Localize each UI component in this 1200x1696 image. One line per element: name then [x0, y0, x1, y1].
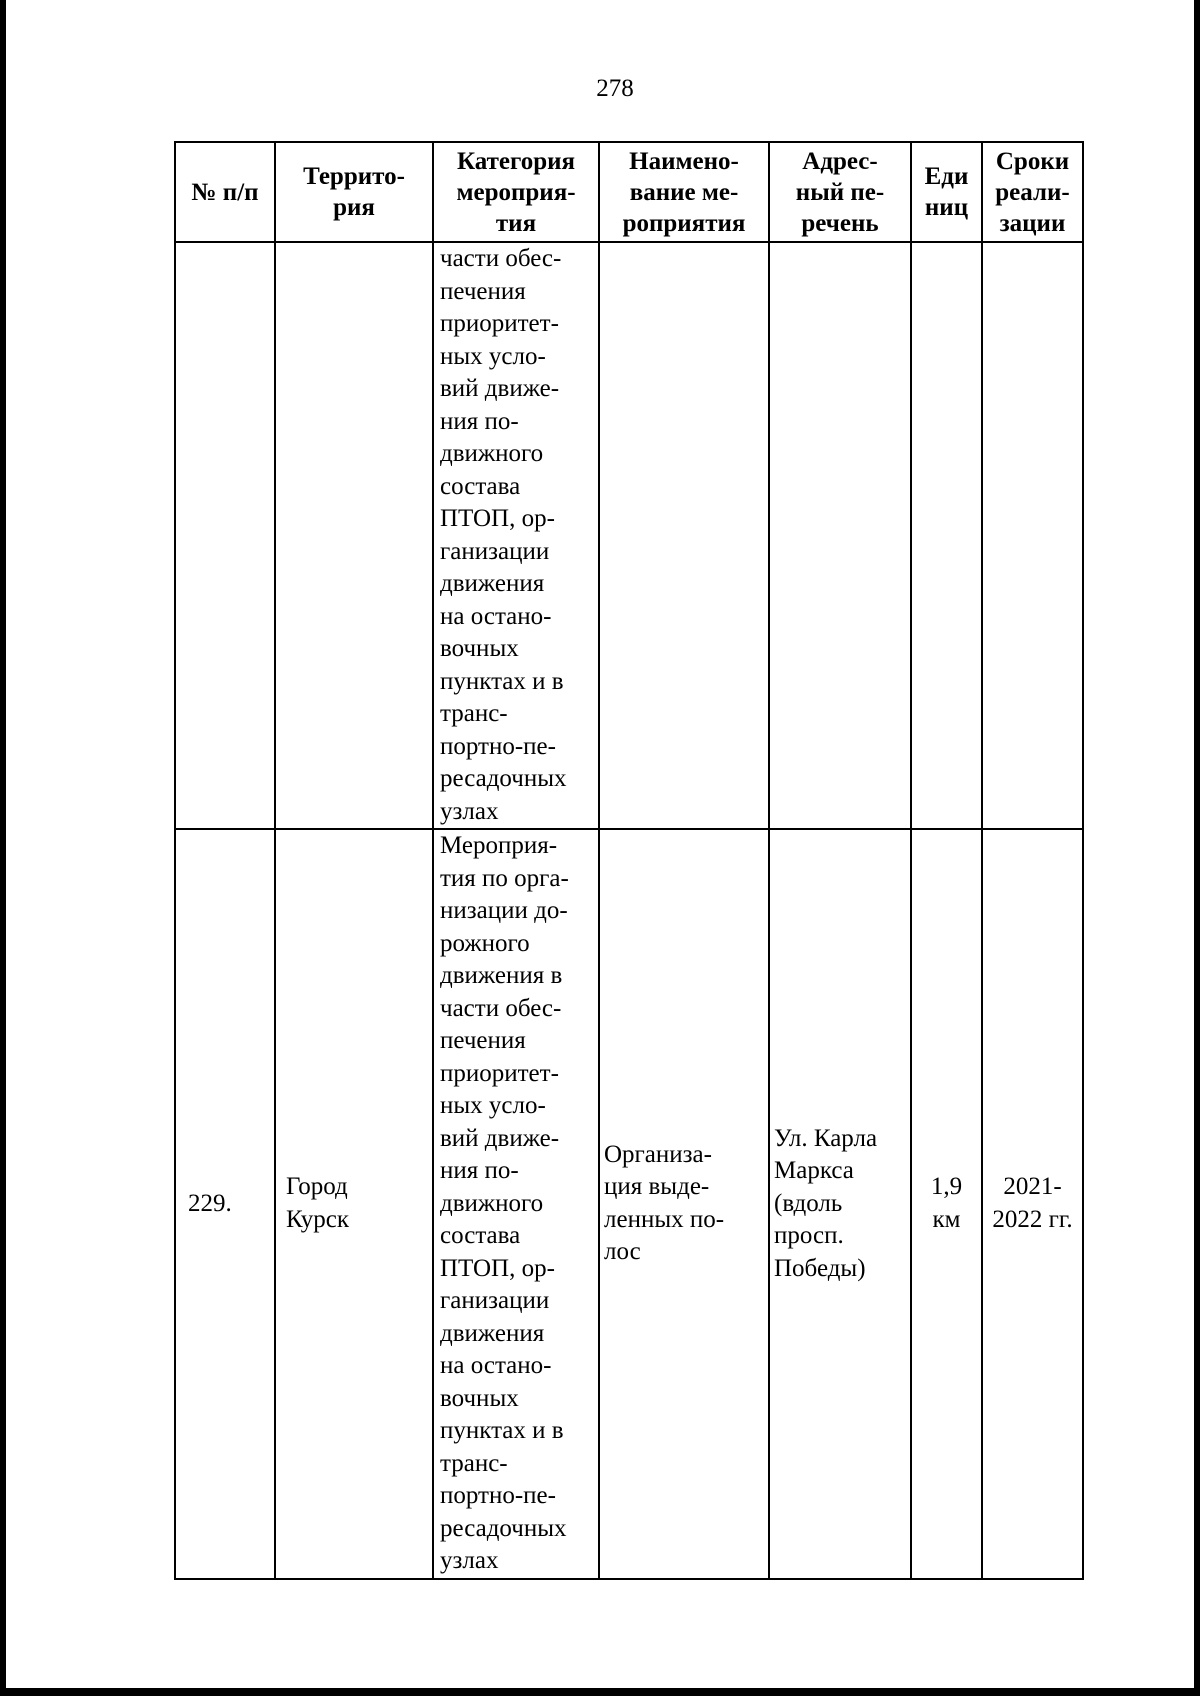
- cell-address-empty: [769, 242, 911, 829]
- table-row: [175, 829, 1083, 1579]
- cell-territory-empty: [275, 242, 433, 829]
- header-address: Адрес- ный пе- речень: [769, 142, 911, 242]
- cell-name: Организа- ция выде- ленных по- лос: [599, 829, 769, 1579]
- cell-category-continued: части обес- печения приоритет- ных усло- вий движе- ния по- движного состава ПТОП, ор- ганизации движения на остано- вочных пунктах и в транс- портно-пе- ресадочных узлах: [433, 242, 599, 829]
- cell-number-empty: [175, 242, 275, 829]
- cell-period: 2021- 2022 гг.: [982, 829, 1083, 1579]
- header-period: Сроки реали- зации: [982, 142, 1083, 242]
- cell-territory: Город Курск: [275, 829, 433, 1579]
- cell-name-empty: [599, 242, 769, 829]
- page-number: 278: [596, 75, 634, 102]
- cell-number: 229.: [175, 829, 275, 1579]
- table-row-continued: [175, 242, 1083, 829]
- cell-unit: 1,9 км: [911, 829, 982, 1579]
- header-category: Категория мероприя- тия: [433, 142, 599, 242]
- cell-address: Ул. Карла Маркса (вдоль просп. Победы): [769, 829, 911, 1579]
- header-territory: Террито- рия: [275, 142, 433, 242]
- events-table: [174, 141, 1084, 1580]
- cell-category: Мероприя- тия по орга- низации до- рожного движения в части обес- печения приоритет- ных усло- вий движе- ния по- движного состава ПТОП, ор- ганизации движения на остано- вочных пунктах и в транс- портно-пе- ресадочных узлах: [433, 829, 599, 1579]
- cell-period-empty: [982, 242, 1083, 829]
- cell-unit-empty: [911, 242, 982, 829]
- header-number: № п/п: [175, 142, 275, 242]
- header-unit: Еди ниц: [911, 142, 982, 242]
- table-header-row: [175, 142, 1083, 242]
- header-name: Наимено- вание ме- роприятия: [599, 142, 769, 242]
